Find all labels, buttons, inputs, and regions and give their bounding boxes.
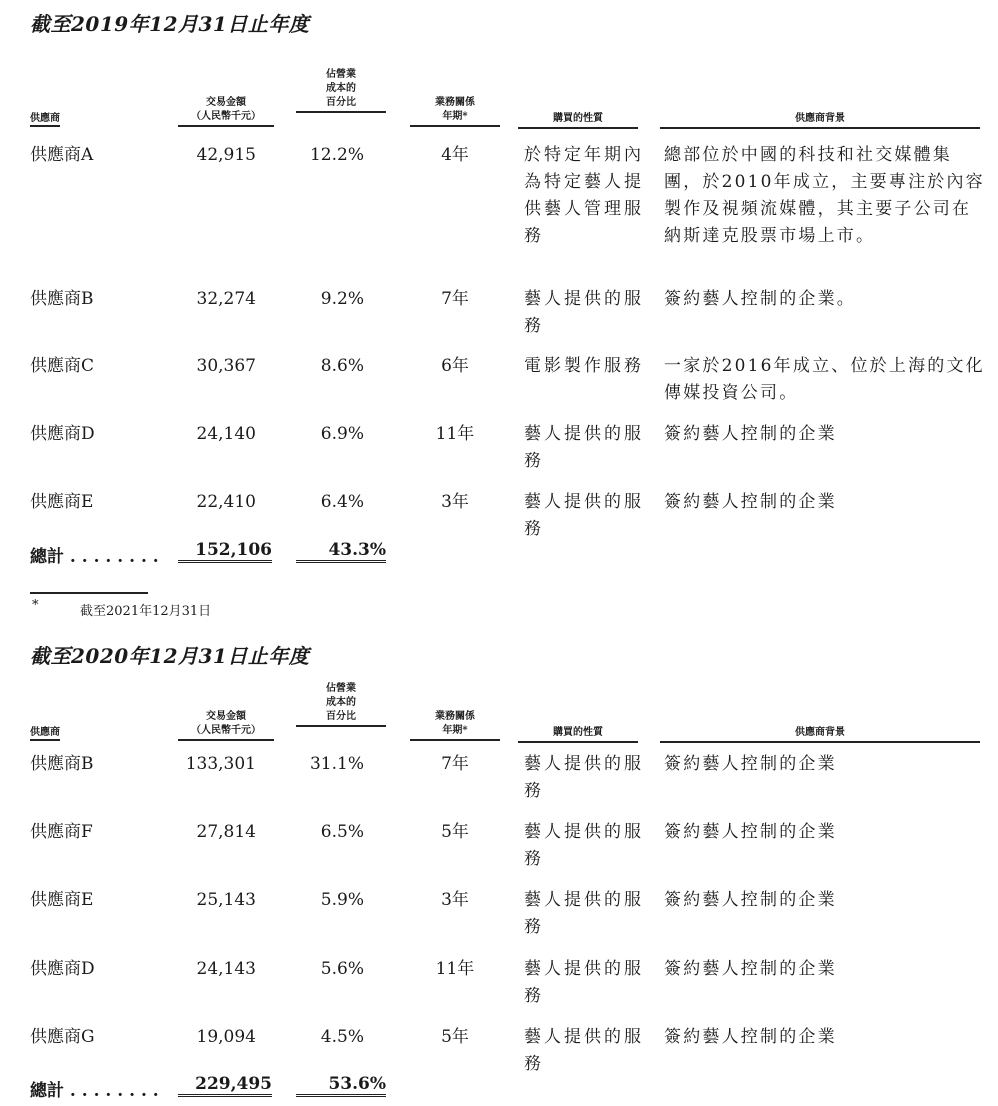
s2-row5-supplier: 供應商G — [30, 1027, 95, 1047]
s1-row1-background: 總部位於中國的科技和社交媒體集團，於2010年成立，主要專注於內容製作及視頻流媒體，其主要子公司在納斯達克股票市場上市。 — [664, 145, 985, 246]
s1-total-amount: 152,106 — [178, 540, 272, 563]
s2-row1-supplier: 供應商B — [30, 754, 94, 774]
s1-row5-background: 簽約藝人控制的企業 — [664, 492, 837, 512]
s2-header-background: 供應商背景 — [660, 726, 980, 743]
s2-row4-supplier: 供應商D — [30, 959, 95, 979]
s1-row2-background: 簽約藝人控制的企業。 — [664, 289, 856, 309]
s1-row5-years: 3年 — [441, 492, 469, 512]
s1-row3-amount: 30,367 — [196, 356, 256, 376]
s1-row3-background: 一家於2016年成立、位於上海的文化傳媒投資公司。 — [664, 356, 985, 403]
s1-row2-years: 7年 — [441, 289, 469, 309]
s2-row5-percent: 4.5% — [320, 1027, 364, 1047]
s2-row2-years: 5年 — [441, 822, 469, 842]
s2-row3-nature: 藝人提供的服務 — [524, 890, 644, 937]
s1-row4-background: 簽約藝人控制的企業 — [664, 424, 837, 444]
s1-row3-percent: 8.6% — [320, 356, 364, 376]
s1-row1-supplier: 供應商A — [30, 145, 94, 165]
s1-total-percent: 43.3% — [296, 540, 386, 563]
s2-row2-supplier: 供應商F — [30, 822, 93, 842]
s2-row1-amount: 133,301 — [185, 754, 256, 774]
header-supplier-label: 供應商 — [30, 113, 60, 127]
footnote-text: 截至2021年12月31日 — [80, 604, 212, 619]
footnote-marker: * — [32, 598, 39, 613]
s2-row1-nature: 藝人提供的服務 — [524, 754, 644, 801]
s2-row4-background: 簽約藝人控制的企業 — [664, 959, 837, 979]
s2-row1-percent: 31.1% — [309, 754, 364, 774]
s2-row5-background: 簽約藝人控制的企業 — [664, 1027, 837, 1047]
s2-row2-background: 簽約藝人控制的企業 — [664, 822, 837, 842]
s1-row4-years: 11年 — [435, 424, 475, 444]
s1-row4-amount: 24,140 — [196, 424, 256, 444]
s1-row2-amount: 32,274 — [196, 289, 256, 309]
s1-row1-percent: 12.2% — [309, 145, 364, 165]
s2-row4-years: 11年 — [435, 959, 475, 979]
s2-row1-background: 簽約藝人控制的企業 — [664, 754, 837, 774]
s2-row5-nature: 藝人提供的服務 — [524, 1027, 644, 1074]
s1-row2-percent: 9.2% — [320, 289, 364, 309]
s2-total-amount: 229,495 — [178, 1074, 272, 1097]
section2-title: 截至2020年12月31日止年度 — [30, 644, 310, 668]
header-years: 業務關係 年期* — [410, 96, 500, 127]
header-background: 供應商背景 — [660, 112, 980, 129]
s2-header-nature: 購買的性質 — [518, 726, 638, 743]
s1-row4-percent: 6.9% — [320, 424, 364, 444]
s2-row4-nature: 藝人提供的服務 — [524, 959, 644, 1006]
s1-row2-nature: 藝人提供的服務 — [524, 289, 644, 336]
s1-row5-supplier: 供應商E — [30, 492, 94, 512]
s2-row4-percent: 5.6% — [320, 959, 364, 979]
s2-row2-percent: 6.5% — [320, 822, 364, 842]
header-nature: 購買的性質 — [518, 112, 638, 129]
s2-total-label: 總計 . . . . . . . . — [30, 1081, 159, 1101]
s1-row5-percent: 6.4% — [320, 492, 364, 512]
header-percent: 佔營業 成本的 百分比 — [296, 68, 386, 113]
s1-row3-nature: 電影製作服務 — [524, 356, 644, 376]
s1-row3-years: 6年 — [441, 356, 469, 376]
s2-row3-years: 3年 — [441, 890, 469, 910]
s1-row1-years: 4年 — [441, 145, 469, 165]
s1-row3-supplier: 供應商C — [30, 356, 95, 376]
s2-row1-years: 7年 — [441, 754, 469, 774]
s2-row3-supplier: 供應商E — [30, 890, 94, 910]
s2-row4-amount: 24,143 — [196, 959, 256, 979]
s2-row2-nature: 藝人提供的服務 — [524, 822, 644, 869]
s2-row3-percent: 5.9% — [320, 890, 364, 910]
section1-title: 截至2019年12月31日止年度 — [30, 12, 310, 36]
s1-row2-supplier: 供應商B — [30, 289, 94, 309]
s2-header-supplier-label: 供應商 — [30, 727, 60, 741]
s1-row4-supplier: 供應商D — [30, 424, 95, 444]
s2-header-amount: 交易金額 （人民幣千元） — [178, 710, 274, 741]
header-supplier — [30, 112, 100, 126]
s1-row1-amount: 42,915 — [196, 145, 256, 165]
s2-row3-amount: 25,143 — [196, 890, 256, 910]
s2-row5-amount: 19,094 — [196, 1027, 256, 1047]
s2-total-percent: 53.6% — [296, 1074, 386, 1097]
s1-row4-nature: 藝人提供的服務 — [524, 424, 644, 471]
s2-row5-years: 5年 — [441, 1027, 469, 1047]
s2-header-percent: 佔營業 成本的 百分比 — [296, 682, 386, 727]
s1-row5-amount: 22,410 — [196, 492, 256, 512]
s2-row2-amount: 27,814 — [196, 822, 256, 842]
s2-header-supplier — [30, 726, 100, 740]
footnote-rule — [30, 592, 148, 594]
s2-header-years: 業務關係 年期* — [410, 710, 500, 741]
header-amount: 交易金額 （人民幣千元） — [178, 96, 274, 127]
s1-total-label: 總計 . . . . . . . . — [30, 547, 159, 567]
s1-row1-nature: 於特定年期內為特定藝人提供藝人管理服務 — [524, 145, 644, 246]
s2-row3-background: 簽約藝人控制的企業 — [664, 890, 837, 910]
s1-row5-nature: 藝人提供的服務 — [524, 492, 644, 539]
